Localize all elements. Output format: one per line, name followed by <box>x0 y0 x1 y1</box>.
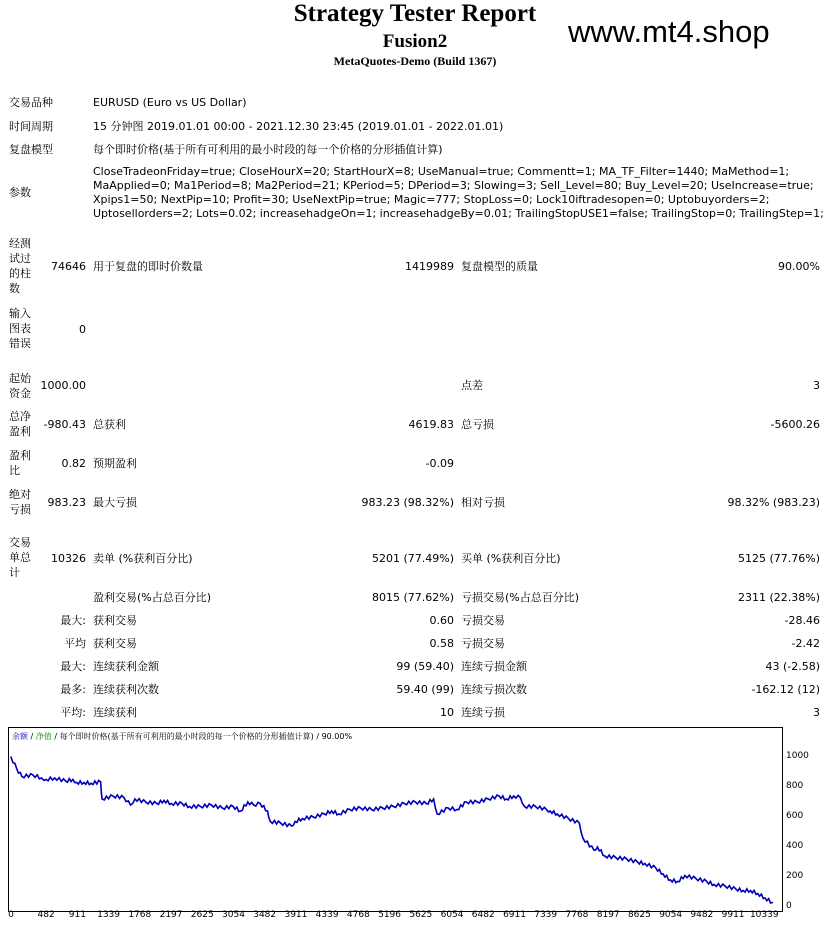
model-value: 每个即时价格(基于所有可利用的最小时段的每一个价格的分形插值计算) <box>93 143 443 156</box>
balance-legend: 余额 <box>12 732 28 741</box>
balance-point <box>626 858 628 860</box>
balance-point <box>579 822 581 824</box>
gross-profit-value: 4619.83 <box>408 418 454 431</box>
symbol-value: EURUSD (Euro vs US Dollar) <box>93 96 247 109</box>
balance-point <box>130 804 132 806</box>
balance-point <box>750 890 752 892</box>
balance-point <box>513 795 515 797</box>
balance-point <box>270 821 272 823</box>
largest-prefix: 最大: <box>60 614 86 627</box>
balance-point <box>331 810 333 812</box>
balance-point <box>10 756 12 758</box>
report-title: Strategy Tester Report <box>293 0 537 27</box>
balance-point <box>546 809 548 811</box>
x-tick-label: 8197 <box>596 910 620 920</box>
balance-point <box>415 801 417 803</box>
rel-drawdown-value: 98.32% (983.23) <box>727 496 820 509</box>
balance-point <box>713 884 715 886</box>
x-tick-label: 6911 <box>503 910 526 920</box>
balance-point <box>41 777 43 779</box>
balance-point <box>101 798 103 800</box>
deposit-label: 起始资金 <box>9 372 31 400</box>
balance-point <box>466 801 468 803</box>
x-tick-label: 3911 <box>284 910 308 920</box>
balance-point <box>247 801 249 803</box>
x-tick-label: 3482 <box>253 910 277 920</box>
abs-drawdown-label: 绝对亏损 <box>9 488 31 516</box>
balance-point <box>112 795 114 797</box>
params-line: Xpips1=50; NextPip=10; Profit=30; UseNextPip=true; Magic=777; StopLoss=0; Lock10iftradesopen=0; Uptobuyorders=2; <box>93 193 770 206</box>
y-tick-label: 400 <box>786 841 804 851</box>
average-profit-value: 0.58 <box>429 637 454 650</box>
y-tick-label: 0 <box>786 901 792 911</box>
spread-label: 点差 <box>461 379 483 392</box>
avg-consec-wins-value: 10 <box>440 706 454 719</box>
balance-point <box>487 798 489 800</box>
balance-point <box>189 806 191 808</box>
balance-point <box>253 804 255 806</box>
period-label: 时间周期 <box>9 120 53 133</box>
balance-point <box>100 781 102 783</box>
average-loss-value: -2.42 <box>791 637 820 650</box>
balance-point <box>568 818 570 820</box>
total-trades-value: 10326 <box>51 552 86 565</box>
balance-point <box>456 809 458 811</box>
balance-point <box>145 801 147 803</box>
balance-line <box>11 757 772 903</box>
max-consec-wins-value: 99 (59.40) <box>396 660 454 673</box>
quality-label: 复盘模型的质量 <box>461 260 538 273</box>
caption-separator: / <box>28 732 36 741</box>
balance-point <box>535 806 537 808</box>
balance-point <box>54 777 56 779</box>
average-profit-label: 获利交易 <box>93 637 137 650</box>
balance-point <box>436 813 438 815</box>
max-prefix: 最大: <box>60 660 86 673</box>
x-tick-label: 5196 <box>378 910 402 920</box>
maximal-consec-loss-label: 连续亏损次数 <box>461 683 527 696</box>
ticks-label: 用于复盘的即时价数量 <box>93 260 203 273</box>
balance-point <box>757 893 759 895</box>
balance-point <box>447 807 449 809</box>
balance-point <box>181 803 183 805</box>
max-consec-losses-value: 43 (-2.58) <box>765 660 820 673</box>
net-profit-value: -980.43 <box>43 418 86 431</box>
gross-profit-label: 总获利 <box>93 418 126 431</box>
server-build: MetaQuotes-Demo (Build 1367) <box>333 54 497 68</box>
balance-point <box>426 803 428 805</box>
symbol-label: 交易品种 <box>9 96 53 109</box>
balance-point <box>557 813 559 815</box>
ticks-value: 1419989 <box>405 260 454 273</box>
x-tick-label: 7339 <box>534 910 558 920</box>
spread-value: 3 <box>813 379 820 392</box>
x-tick-label: 4339 <box>315 910 339 920</box>
balance-point <box>200 806 202 808</box>
model-label: 复盘模型 <box>9 143 53 156</box>
expert-name: Fusion2 <box>382 31 448 52</box>
balance-point <box>735 888 737 890</box>
largest-loss-label: 亏损交易 <box>461 614 505 627</box>
x-tick-label: 7768 <box>565 910 589 920</box>
balance-point <box>16 768 18 770</box>
largest-loss-value: -28.46 <box>784 614 820 627</box>
equity-legend: 净值 <box>35 732 52 741</box>
balance-point <box>21 776 23 778</box>
balance-point <box>644 863 646 865</box>
balance-point <box>163 800 165 802</box>
quality-value: 90.00% <box>778 260 820 273</box>
balance-point <box>742 890 744 892</box>
errors-value: 0 <box>79 323 86 336</box>
x-tick-label: 6054 <box>440 910 464 920</box>
balance-point <box>83 782 85 784</box>
balance-point <box>677 881 679 883</box>
params-label: 参数 <box>9 186 31 199</box>
average-loss-label: 亏损交易 <box>461 637 505 650</box>
net-profit-label: 总净盈利 <box>9 410 31 438</box>
rel-drawdown-label: 相对亏损 <box>461 496 505 509</box>
maximal-prefix: 最多: <box>60 683 86 696</box>
x-tick-label: 2625 <box>190 910 214 920</box>
balance-point <box>72 779 74 781</box>
balance-point <box>706 881 708 883</box>
largest-profit-value: 0.60 <box>429 614 454 627</box>
balance-point <box>670 879 672 881</box>
gross-loss-label: 总亏损 <box>461 418 494 431</box>
balance-point <box>360 807 362 809</box>
profit-factor-label: 盈利比 <box>9 449 31 477</box>
balance-point <box>280 822 282 824</box>
max-consec-losses-label: 连续亏损金额 <box>461 660 527 673</box>
balance-point <box>498 795 500 797</box>
bars-value: 74646 <box>51 260 86 273</box>
x-tick-label: 5625 <box>409 910 433 920</box>
balance-point <box>156 803 158 805</box>
profit-trades-label: 盈利交易(%占总百分比) <box>93 591 212 604</box>
y-tick-label: 1000 <box>786 751 809 761</box>
balance-point <box>232 806 234 808</box>
balance-point <box>123 797 125 799</box>
x-tick-label: 911 <box>68 910 86 920</box>
balance-point <box>371 809 373 811</box>
x-tick-label: 482 <box>37 910 55 920</box>
balance-point <box>772 902 774 904</box>
gross-loss-value: -5600.26 <box>770 418 820 431</box>
payoff-value: -0.09 <box>425 457 454 470</box>
period-value: 15 分钟图 2019.01.01 00:00 - 2021.12.30 23:45 (2019.01.01 - 2022.01.01) <box>93 120 504 133</box>
balance-point <box>32 774 34 776</box>
y-tick-label: 200 <box>786 871 804 881</box>
abs-drawdown-value: 983.23 <box>47 496 86 509</box>
balance-point <box>294 821 296 823</box>
profit-trades-value: 8015 (77.62%) <box>371 591 454 604</box>
balance-point <box>349 809 351 811</box>
balance-point <box>582 837 584 839</box>
balance-point <box>615 857 617 859</box>
balance-point <box>134 798 136 800</box>
average-prefix: 平均 <box>64 637 86 650</box>
params-line: MaApplied=0; Ma1Period=8; Ma2Period=21; KPeriod=5; DPeriod=3; Slowing=3; Sell_Level=80; Buy_Level=20; UseIncrease=true; <box>93 179 814 192</box>
balance-point <box>65 780 67 782</box>
x-tick-label: 4768 <box>346 910 370 920</box>
params-line: Uptosellorders=2; Lots=0.02; increasehadgeOn=1; increasehadgeBy=0.01; TrailingStopUSE1=false; TrailingStop=0; TrailingStep=1; <box>93 207 824 220</box>
balance-point <box>393 806 395 808</box>
balance-point <box>267 810 269 812</box>
balance-point <box>291 825 293 827</box>
balance-point <box>655 867 657 869</box>
balance-point <box>313 816 315 818</box>
maximal-consec-profit-label: 连续获利次数 <box>93 683 159 696</box>
x-tick-label: 1768 <box>128 910 152 920</box>
max-drawdown-label: 最大亏损 <box>93 496 137 509</box>
balance-point <box>524 806 526 808</box>
balance-point <box>764 897 766 899</box>
x-tick-label: 9054 <box>659 910 683 920</box>
avg-consec-losses-label: 连续亏损 <box>461 706 505 719</box>
params-line: CloseTradeonFriday=true; CloseHourX=20; StartHourX=8; UseManual=true; Commentt=1; MA_TF_Filter=1440; MaMethod=1; <box>93 165 790 178</box>
balance-point <box>593 849 595 851</box>
x-tick-label: 8625 <box>627 910 651 920</box>
balance-point <box>549 810 551 812</box>
long-trades-value: 5125 (77.76%) <box>737 552 820 565</box>
max-drawdown-value: 983.23 (98.32%) <box>361 496 454 509</box>
balance-point <box>404 803 406 805</box>
short-trades-value: 5201 (77.49%) <box>371 552 454 565</box>
bars-label: 经测试过的柱数 <box>9 237 31 295</box>
errors-label: 输入图表错误 <box>9 307 31 350</box>
long-trades-label: 买单 (%获利百分比) <box>461 552 561 565</box>
x-tick-label: 0 <box>8 910 14 920</box>
balance-point <box>90 783 92 785</box>
maximal-consec-profit-value: 59.40 (99) <box>396 683 454 696</box>
largest-profit-label: 获利交易 <box>93 614 137 627</box>
x-tick-label: 10339 <box>749 910 779 920</box>
x-tick-label: 1339 <box>97 910 120 920</box>
y-tick-label: 800 <box>786 781 804 791</box>
short-trades-label: 卖单 (%获利百分比) <box>93 552 193 565</box>
x-tick-label: 2197 <box>159 910 183 920</box>
total-trades-label: 交易单总计 <box>9 536 31 579</box>
maximal-consec-loss-value: -162.12 (12) <box>751 683 820 696</box>
balance-point <box>302 818 304 820</box>
balance-point <box>662 873 664 875</box>
watermark: www.mt4.shop <box>568 14 770 49</box>
x-tick-label: 3054 <box>222 910 245 920</box>
avg-consec-losses-value: 3 <box>813 706 820 719</box>
balance-point <box>695 878 697 880</box>
balance-point <box>382 807 384 809</box>
caption-model: / 每个即时价格(基于所有可利用的最小时段的每一个价格的分形插值计算) / 90.00% <box>51 732 353 741</box>
balance-point <box>211 804 213 806</box>
balance-point <box>240 810 242 812</box>
balance-point <box>637 861 639 863</box>
balance-point <box>520 797 522 799</box>
loss-trades-label: 亏损交易(%占总百分比) <box>461 591 580 604</box>
balance-point <box>324 813 326 815</box>
balance-point <box>171 803 173 805</box>
deposit-value: 1000.00 <box>40 379 86 392</box>
balance-point <box>76 782 78 784</box>
x-tick-label: 6482 <box>471 910 495 920</box>
x-tick-label: 9482 <box>690 910 714 920</box>
balance-point <box>338 813 340 815</box>
y-tick-label: 600 <box>786 811 804 821</box>
avg-prefix: 平均: <box>60 706 86 719</box>
balance-point <box>477 801 479 803</box>
balance-point <box>433 798 435 800</box>
balance-point <box>724 885 726 887</box>
avg-consec-wins-label: 连续获利 <box>93 706 137 719</box>
balance-point <box>506 798 508 800</box>
balance-point <box>45 779 47 781</box>
x-tick-label: 9911 <box>721 910 745 920</box>
balance-point <box>222 807 224 809</box>
max-consec-wins-label: 连续获利金额 <box>93 660 159 673</box>
balance-point <box>604 855 606 857</box>
balance-point <box>597 846 599 848</box>
profit-factor-value: 0.82 <box>61 457 86 470</box>
balance-point <box>259 803 261 805</box>
payoff-label: 预期盈利 <box>93 457 137 470</box>
balance-point <box>684 875 686 877</box>
loss-trades-value: 2311 (22.38%) <box>737 591 820 604</box>
